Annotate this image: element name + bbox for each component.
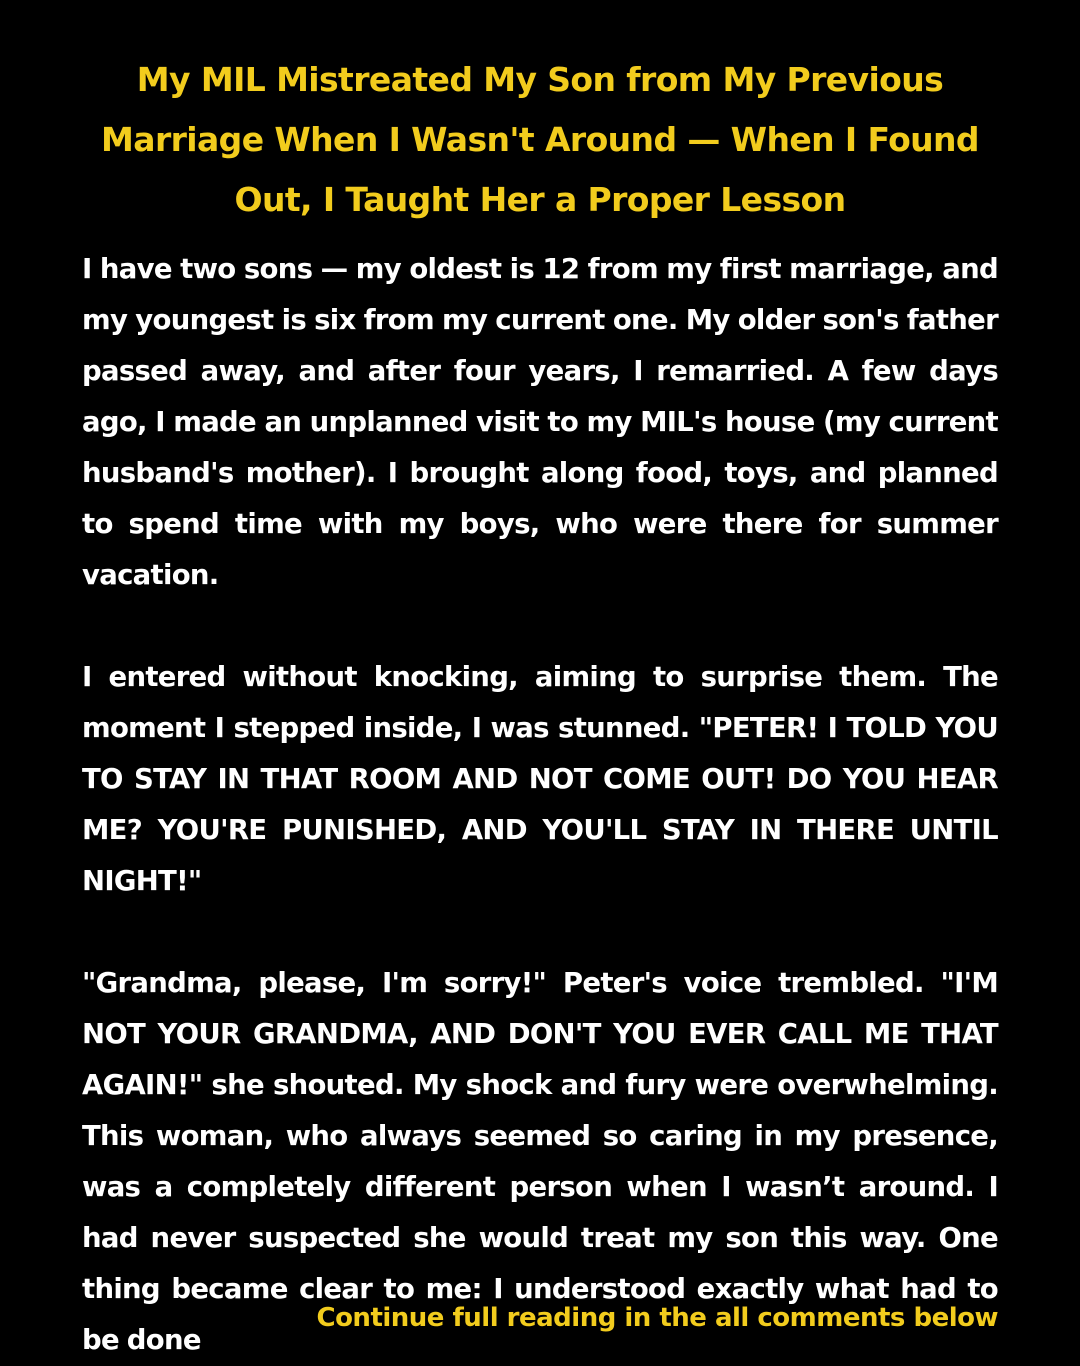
story-paragraph-2: I entered without knocking, aiming to surprise them. The moment I stepped inside, I was stunned. "PETER! I TOLD YOU TO STAY IN THAT ROOM AND NOT COME OUT! DO YOU HEAR ME? YOU'RE PUNISHED, AND YOU'LL STAY IN THERE UNTIL NIGHT!" xyxy=(82,661,998,897)
story-paragraph-3: "Grandma, please, I'm sorry!" Peter's voice trembled. "I'M NOT YOUR GRANDMA, AND DON'T YOU EVER CALL ME THAT AGAIN!" she shouted. My shock and fury were overwhelming. This woman, who always seemed so caring in my presence, was a completely different person when I wasn’t around. I had never suspected she would treat my son this way. One thing became clear to me: I understood exactly what had to be done xyxy=(82,967,998,1356)
continue-reading-text: Continue full reading in the all comments below xyxy=(316,1303,998,1333)
story-title: My MIL Mistreated My Son from My Previous Marriage When I Wasn't Around — When I Found Out, I Taught Her a Proper Lesson xyxy=(101,60,979,219)
story-paragraph-1: I have two sons — my oldest is 12 from my first marriage, and my youngest is six from my current one. My older son's father passed away, and after four years, I remarried. A few days ago, I made an unplanned visit to my MIL's house (my current husband's mother). I brought along food, toys, and planned to spend time with my boys, who were there for summer vacation. xyxy=(82,253,998,591)
